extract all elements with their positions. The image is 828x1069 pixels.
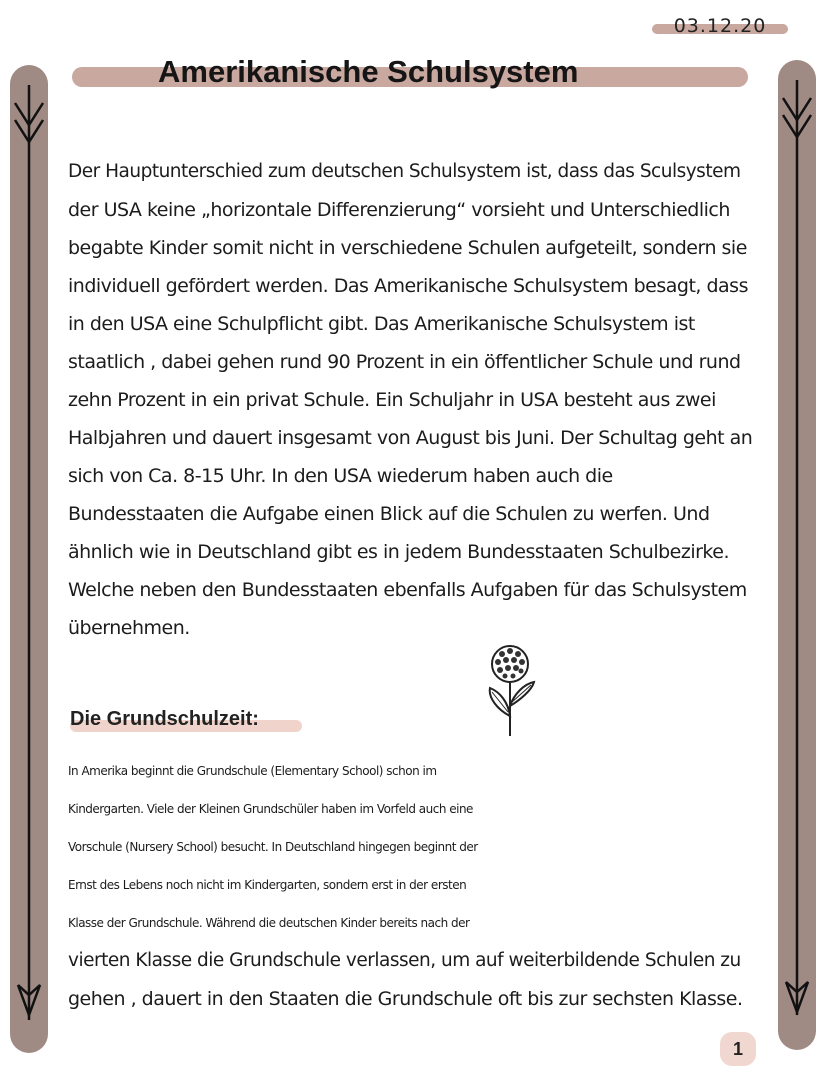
text-line: vierten Klasse die Grundschule verlassen, um auf weiterbildende Schulen zu: [68, 950, 741, 971]
text-line: In Amerika beginnt die Grundschule (Elementary School) schon im: [68, 764, 437, 778]
text-line: ähnlich wie in Deutschland gibt es in jedem Bundesstaaten Schulbezirke.: [68, 541, 729, 563]
text-line: Welche neben den Bundesstaaten ebenfalls Aufgaben für das Schulsystem: [68, 579, 747, 601]
text-line: Bundesstaaten die Aufgabe einen Blick auf die Schulen zu werfen. Und: [68, 503, 710, 525]
text-line: zehn Prozent in ein privat Schule. Ein Schuljahr in USA besteht aus zwei: [68, 389, 716, 411]
right-decorative-bar: [778, 60, 816, 1050]
text-line: Der Hauptunterschied zum deutschen Schulsystem ist, dass das Sculsystem: [68, 161, 741, 182]
title-block: [72, 52, 748, 100]
text-line: Ernst des Lebens noch nicht im Kindergarten, sondern erst in der ersten: [68, 878, 467, 892]
arrow-down-icon: [10, 65, 48, 1053]
text-line: gehen , dauert in den Staaten die Grundschule oft bis zur sechsten Klasse.: [68, 988, 743, 1010]
text-line: staatlich , dabei gehen rund 90 Prozent in ein öffentlicher Schule und rund: [68, 351, 741, 373]
left-decorative-bar: [10, 65, 48, 1053]
text-line: begabte Kinder somit nicht in verschiedene Schulen aufgeteilt, sondern sie: [68, 237, 747, 259]
flower-icon: [478, 640, 542, 740]
text-line: übernehmen.: [68, 617, 190, 639]
text-line: in den USA eine Schulpflicht gibt. Das Amerikanische Schulsystem ist: [68, 313, 695, 335]
section-heading-block: [68, 706, 308, 740]
text-line: sich von Ca. 8-15 Uhr. In den USA wiederum haben auch die: [68, 465, 613, 487]
date-text: 03.12.20: [673, 15, 767, 37]
text-line: individuell gefördert werden. Das Amerikanische Schulsystem besagt, dass: [68, 275, 748, 297]
section-heading: Die Grundschulzeit:: [70, 708, 259, 730]
text-line: Halbjahren und dauert insgesamt von August bis Juni. Der Schultag geht an: [68, 427, 753, 449]
page-title: Amerikanische Schulsystem: [158, 54, 579, 89]
arrow-down-icon: [778, 60, 816, 1050]
text-line: Vorschule (Nursery School) besucht. In Deutschland hingegen beginnt der: [68, 840, 478, 854]
date-stamp: [652, 14, 788, 40]
text-line: Kindergarten. Viele der Kleinen Grundschüler haben im Vorfeld auch eine: [68, 802, 473, 816]
text-line: der USA keine „horizontale Differenzierung“ vorsieht und Unterschiedlich: [68, 199, 730, 221]
text-line: Klasse der Grundschule. Während die deutschen Kinder bereits nach der: [68, 916, 470, 930]
intro-paragraph: [68, 153, 752, 647]
page-number-badge: 1: [720, 1032, 756, 1066]
section-paragraph: [68, 752, 743, 1018]
